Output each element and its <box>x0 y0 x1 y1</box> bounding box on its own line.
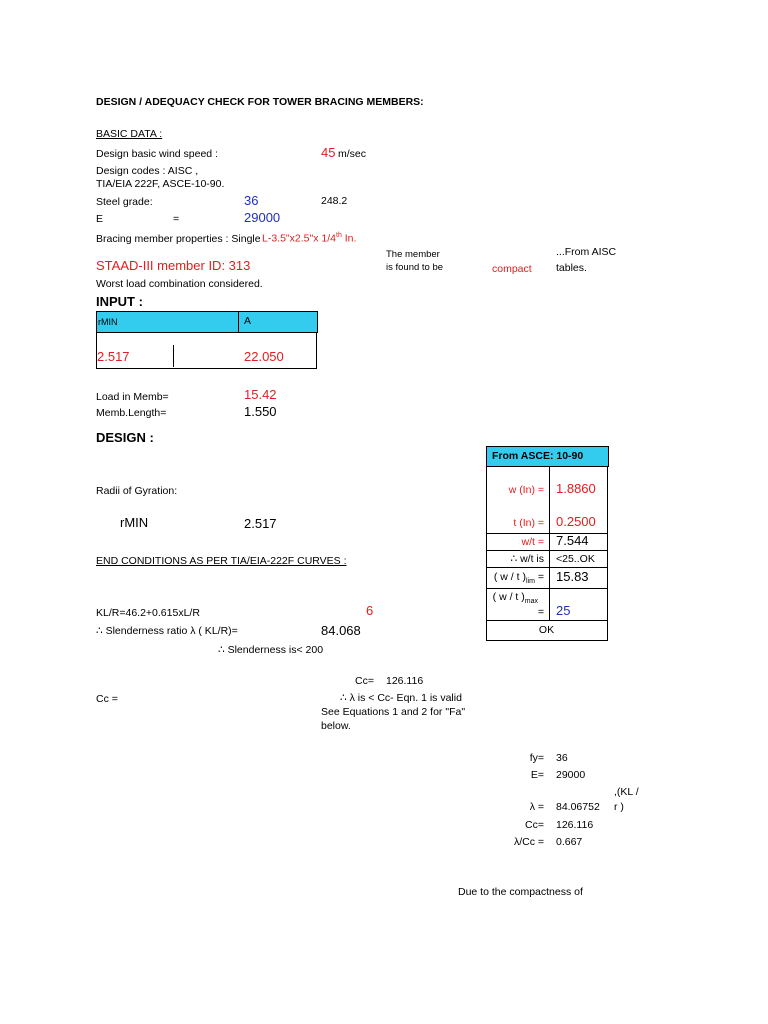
basic-data-heading: BASIC DATA : <box>96 128 163 140</box>
steel-grade-label: Steel grade: <box>96 196 153 208</box>
slenderness-value: 84.068 <box>321 623 361 638</box>
steel-grade-value: 36 <box>244 193 259 208</box>
ratio-label: λ/Cc = <box>513 836 544 848</box>
wind-speed-label: Design basic wind speed : <box>96 148 218 160</box>
rmin-design-value: 2.517 <box>244 516 277 531</box>
w-value: 1.8860 <box>556 481 596 496</box>
klr-note-2: r ) <box>614 801 624 813</box>
fy-value: 36 <box>556 752 568 764</box>
radii-label: Radii of Gyration: <box>96 485 178 497</box>
a-column-header: A <box>244 315 252 327</box>
wt-lim-value: 15.83 <box>556 569 589 584</box>
asce-ok: OK <box>538 624 555 636</box>
asce-header-text: From ASCE: 10-90 <box>492 450 584 462</box>
wt-lim-label: ( w / t )$_{lim}$ = <box>493 571 544 586</box>
ratio-value: 0.667 <box>556 836 583 848</box>
rmin-input-value: 2.517 <box>97 349 130 364</box>
bracing-properties-value: L-3.5"x2.5"x 1/4th In. <box>262 232 357 245</box>
page-title: DESIGN / ADEQUACY CHECK FOR TOWER BRACING MEMBERS: <box>96 96 424 108</box>
lambda-note-2: See Equations 1 and 2 for "Fa" <box>321 706 466 718</box>
lambda-note-3: below. <box>321 720 351 732</box>
design-codes-label: Design codes : AISC , <box>96 165 199 177</box>
load-label: Load in Memb= <box>96 391 169 403</box>
cc2-label: Cc= <box>525 819 544 831</box>
cc-label: Cc = <box>96 693 118 705</box>
aisc-note-2: tables. <box>556 262 587 274</box>
klr-value: 6 <box>366 603 374 618</box>
worst-load-note: Worst load combination considered. <box>96 278 263 290</box>
wind-speed-value: 45 <box>321 145 336 160</box>
slenderness-label: ∴ Slenderness ratio λ ( KL/R)= <box>96 625 238 637</box>
wt-max-label: ( w / t )$_{max}$ <box>492 591 538 606</box>
klr-note-1: ,(KL / <box>614 786 639 798</box>
member-note-1: The member <box>386 249 440 260</box>
wt-label: w/t = <box>521 536 544 548</box>
wind-speed-unit: m/sec <box>338 148 367 160</box>
e2-label: E= <box>530 769 544 781</box>
lambda-label: λ = <box>529 801 544 813</box>
load-value: 15.42 <box>244 387 277 402</box>
design-heading: DESIGN : <box>96 430 154 445</box>
cc-top-label: Cc= <box>355 675 374 687</box>
w-label: w (In) = <box>508 484 544 496</box>
input-table-header <box>96 311 318 333</box>
e2-value: 29000 <box>556 769 586 781</box>
wt-max-value: 25 <box>556 603 571 618</box>
rmin-design-label: rMIN <box>120 515 149 530</box>
lambda-note-1: ∴ λ is < Cc- Eqn. 1 is valid <box>340 692 462 704</box>
input-heading: INPUT : <box>96 294 143 309</box>
cc2-value: 126.116 <box>556 819 594 831</box>
slenderness-note: ∴ Slenderness is< 200 <box>218 644 324 656</box>
wt-is-label: ∴ w/t is <box>510 553 544 565</box>
bracing-properties-label: Bracing member properties : Single <box>96 233 261 245</box>
wt-is-value: <25..OK <box>556 553 595 565</box>
lambda-value: 84.06752 <box>556 801 600 813</box>
e-equals: = <box>173 213 180 225</box>
t-value: 0.2500 <box>556 514 596 529</box>
member-note-2: is found to be <box>386 262 444 273</box>
area-input-value: 22.050 <box>244 349 284 364</box>
wt-max-eq: = <box>537 606 544 618</box>
compact-result: compact <box>492 263 532 275</box>
length-label: Memb.Length= <box>96 407 167 419</box>
aisc-note-1: ...From AISC <box>556 246 617 258</box>
e-value: 29000 <box>244 210 281 225</box>
klr-formula: KL/R=46.2+0.615xL/R <box>96 607 200 619</box>
footer-note: Due to the compactness of <box>458 886 583 898</box>
fy-label: fy= <box>529 752 544 764</box>
wt-value: 7.544 <box>556 533 589 548</box>
cc-top-value: 126.116 <box>386 675 424 687</box>
steel-grade-value-2: 248.2 <box>321 195 348 207</box>
end-conditions-heading: END CONDITIONS AS PER TIA/EIA-222F CURVES : <box>96 555 347 567</box>
staad-member-id: STAAD-III member ID: 313 <box>96 258 251 273</box>
t-label: t (In) = <box>513 517 544 529</box>
rmin-column-header: rMIN <box>98 317 118 327</box>
length-value: 1.550 <box>244 404 277 419</box>
e-label: E <box>96 213 104 225</box>
design-codes-label-2: TIA/EIA 222F, ASCE-10-90. <box>96 178 225 190</box>
